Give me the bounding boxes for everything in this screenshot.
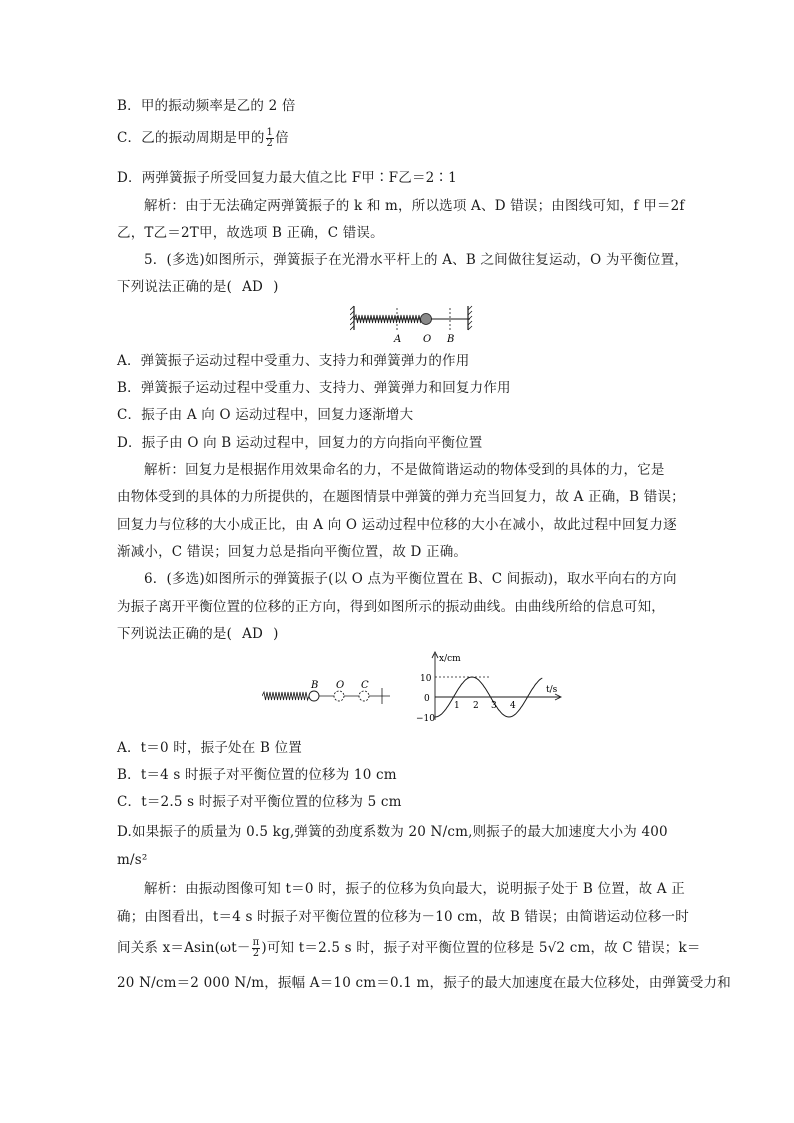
option-d-line: D．振子由 O 向 B 运动过程中，回复力的方向指向平衡位置 [117,435,483,451]
text-segment: ) [273,279,279,295]
answer-text: AD [242,626,264,642]
solution-line: 解析：由振动图像可知 t＝0 时，振子的位移为负向最大，说明振子处于 B 位置，故 A 正 [144,881,685,897]
text-segment: C．乙的振动周期是甲的 [117,130,265,146]
fraction-numerator: π [252,937,260,948]
solution-line: 确；由图看出，t＝4 s 时振子对平衡位置的位移为－10 cm，故 B 错误；由简谐运动位移一时 [117,909,689,925]
text-segment: 倍 [275,130,289,146]
text-segment: 间关系 x＝Asin(ωt－ [117,940,251,956]
label-o: O [423,334,432,344]
label-b: B [447,334,455,344]
solution-line: 乙，T乙＝2T甲，故选项 B 正确，C 错误。 [117,225,384,241]
y-tick-label: −10 [416,714,435,724]
option-b-line: B．t＝4 s 时振子对平衡位置的位移为 10 cm [117,767,397,783]
option-c-line: C．t＝2.5 s 时振子对平衡位置的位移为 5 cm [117,794,402,810]
fraction-numerator: 1 [266,127,274,138]
x-tick-label: 4 [510,701,516,711]
label-o: O [336,680,345,691]
option-d-line: D.如果振子的质量为 0.5 kg,弹簧的劲度系数为 20 N/cm,则振子的最大加速度大小为 400 [117,824,668,840]
solution-line: 回复力与位移的大小成正比，由 A 向 O 运动过程中位移的大小在减小，故此过程中回复力逐 [117,517,677,533]
question-6-line [117,624,279,644]
y-axis-label: x/cm [439,654,461,664]
label-c: C [361,680,369,691]
solution-line: 20 N/cm＝2 000 N/m，振幅 A＝10 cm＝0.1 m，振子的最大加速度在最大位移处，由弹簧受力和 [117,975,731,991]
solution-line: 解析：由于无法确定两弹簧振子的 k 和 m，所以选项 A、D 错误；由图线可知，f 甲＝2f [144,198,685,214]
option-a-line: A．t＝0 时，振子处在 B 位置 [117,740,302,756]
fraction-denominator: 2 [266,138,274,149]
spring-oscillator-figure [350,304,475,344]
x-axis-label: t/s [546,685,558,695]
x-tick-label: 3 [491,701,497,711]
option-c-line [117,128,289,149]
text-segment: 下列说法正确的是( [117,279,233,295]
option-d-line: D．两弹簧振子所受回复力最大值之比 F甲∶F乙＝2∶1 [117,170,457,186]
text-segment: 下列说法正确的是( [117,626,233,642]
question-6-line: 6．(多选)如图所示的弹簧振子(以 O 点为平衡位置在 B、C 间振动)，取水平向右的方向 [144,571,677,587]
option-b-line: B．弹簧振子运动过程中受重力、支持力、弹簧弹力和回复力作用 [117,380,511,396]
option-b-line: B．甲的振动频率是乙的 2 倍 [117,98,296,114]
y-tick-label: 10 [420,674,432,684]
fraction [252,938,261,959]
question-6-line: 为振子离开平衡位置的位移的正方向，得到如图所示的振动曲线。由曲线所给的信息可知， [117,599,665,615]
question-5-line: 5．(多选)如图所示，弹簧振子在光滑水平杆上的 A、B 之间做往复运动，O 为平衡位置， [144,252,689,268]
option-a-line: A．弹簧振子运动过程中受重力、支持力和弹簧弹力的作用 [117,353,470,369]
option-c-line: C．振子由 A 向 O 运动过程中，回复力逐渐增大 [117,407,414,423]
text-segment: )可知 t＝2.5 s 时，振子对平衡位置的位移是 5√2 cm，故 C 错误；k＝ [261,940,701,956]
label-a: A [394,334,402,344]
vibration-graph [405,650,565,728]
solution-line: 渐减小，C 错误；回复力总是指向平衡位置，故 D 正确。 [117,544,468,560]
text-segment: ) [273,626,279,642]
solution-line [117,938,701,959]
answer-text: AD [242,279,264,295]
option-d-line: m/s² [117,852,148,868]
x-tick-label: 1 [454,701,460,711]
solution-line: 解析：回复力是根据作用效果命名的力，不是做简谐运动的物体受到的具体的力，它是 [144,462,665,478]
label-b: B [311,680,319,691]
x-tick-label: 2 [473,701,479,711]
fraction [266,128,275,149]
oscillator-bco-figure [262,678,392,708]
y-tick-label: 0 [424,694,430,704]
solution-line: 由物体受到的具体的力所提供的，在题图情景中弹簧的弹力充当回复力，故 A 正确，B 错误； [117,489,685,505]
question-5-line [117,277,279,297]
fraction-denominator: 2 [252,948,260,959]
